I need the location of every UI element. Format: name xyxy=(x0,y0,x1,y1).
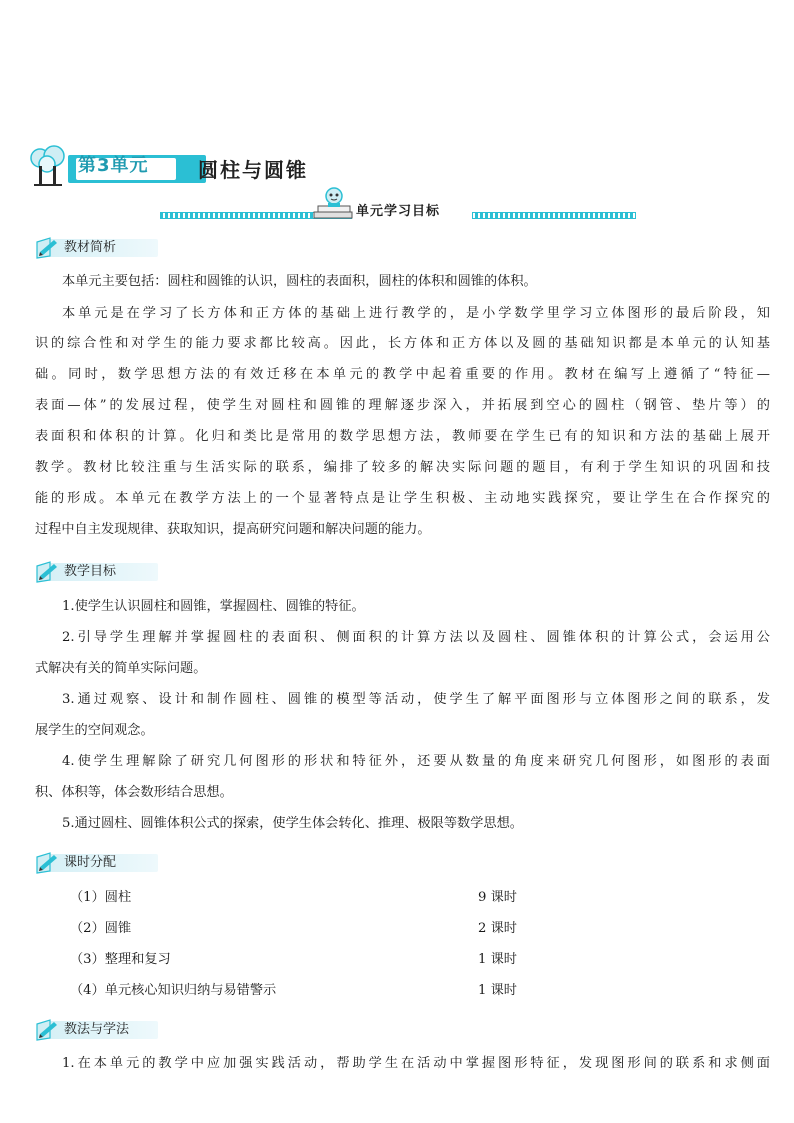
schedule-row xyxy=(70,950,770,970)
pencil-book-icon xyxy=(34,236,66,260)
analysis-line-7: 教学。教材比较注重与生活实际的联系，编排了较多的解决实际问题的题目，有利于学生知识的巩固和技 xyxy=(35,460,770,475)
analysis-line-8: 能的形成。本单元在教学方法上的一个显著特点是让学生积极、主动地实践探究，要让学生在合作探究的 xyxy=(35,491,770,506)
pencil-book-icon xyxy=(34,851,66,875)
analysis-line-3: 识的综合性和对学生的能力要求都比较高。因此，长方体和正方体以及圆的基础知识都是本单元的认知基 xyxy=(35,336,770,351)
schedule-hours: 1 课时 xyxy=(478,952,517,967)
pencil-book-icon xyxy=(34,560,66,584)
section-label: 课时分配 xyxy=(64,855,117,870)
unit-title: 圆柱与圆锥 xyxy=(198,158,308,182)
schedule-hours: 2 课时 xyxy=(478,921,517,936)
goals-line-2: 2.引导学生理解并掌握圆柱的表面积、侧面积的计算方法以及圆柱、圆锥体积的计算公式，会运用公 xyxy=(62,630,770,645)
analysis-line-2: 本单元是在学习了长方体和正方体的基础上进行教学的，是小学数学里学习立体图形的最后阶段，知 xyxy=(62,306,770,321)
analysis-line-5: 表面—体”的发展过程，使学生对圆柱和圆锥的理解逐步深入，并拓展到空心的圆柱（钢管、垫片等）的 xyxy=(35,398,770,413)
unit-badge-label: 第3单元 xyxy=(78,155,149,176)
banner-label: 单元学习目标 xyxy=(356,204,441,219)
section-label: 教法与学法 xyxy=(64,1022,130,1037)
schedule-name: （4）单元核心知识归纳与易错警示 xyxy=(70,983,277,998)
analysis-line-6: 表面积和体积的计算。化归和类比是常用的数学思想方法，教师要在学生已有的知识和方法的基础上展开 xyxy=(35,429,770,444)
schedule-hours: 9 课时 xyxy=(478,890,517,905)
goals-line-8: 5.通过圆柱、圆锥体积公式的探索，使学生体会转化、推理、极限等数学思想。 xyxy=(62,816,523,831)
analysis-line-1: 本单元主要包括：圆柱和圆锥的认识，圆柱的表面积，圆柱的体积和圆锥的体积。 xyxy=(62,274,537,289)
unit-header xyxy=(28,144,388,188)
pencil-book-icon xyxy=(34,1018,66,1042)
schedule-row xyxy=(70,981,770,1001)
learning-goals-banner xyxy=(160,186,636,226)
unit-badge xyxy=(68,155,206,183)
section-tag-schedule xyxy=(34,851,164,875)
section-label: 教学目标 xyxy=(64,564,117,579)
schedule-row xyxy=(70,888,770,908)
goals-line-1: 1.使学生认识圆柱和圆锥，掌握圆柱、圆锥的特征。 xyxy=(62,599,365,614)
goals-line-6: 4.使学生理解除了研究几何图形的形状和特征外，还要从数量的角度来研究几何图形，如图形的表面 xyxy=(62,754,770,769)
section-label: 教材简析 xyxy=(64,240,117,255)
schedule-name: （2）圆锥 xyxy=(70,921,132,936)
goals-line-4: 3.通过观察、设计和制作圆柱、圆锥的模型等活动，使学生了解平面图形与立体图形之间的联系，发 xyxy=(62,692,770,707)
goals-line-7: 积、体积等，体会数形结合思想。 xyxy=(35,785,233,800)
schedule-name: （1）圆柱 xyxy=(70,890,132,905)
schedule-row xyxy=(70,919,770,939)
analysis-line-4: 础。同时，数学思想方法的有效迁移在本单元的教学中起着重要的作用。教材在编写上遵循了“特征— xyxy=(35,367,770,382)
section-tag-analysis xyxy=(34,236,164,260)
methods-line-1: 1.在本单元的教学中应加强实践活动，帮助学生在活动中掌握图形特征，发现图形间的联系和求侧面 xyxy=(62,1056,770,1071)
analysis-line-9: 过程中自主发现规律、获取知识，提高研究问题和解决问题的能力。 xyxy=(35,522,431,537)
schedule-hours: 1 课时 xyxy=(478,983,517,998)
section-tag-methods xyxy=(34,1018,164,1042)
books-mascot-icon xyxy=(310,186,356,224)
tree-icon xyxy=(28,144,68,188)
goals-line-3: 式解决有关的简单实际问题。 xyxy=(35,661,207,676)
schedule-name: （3）整理和复习 xyxy=(70,952,171,967)
goals-line-5: 展学生的空间观念。 xyxy=(35,723,154,738)
section-tag-goals xyxy=(34,560,164,584)
